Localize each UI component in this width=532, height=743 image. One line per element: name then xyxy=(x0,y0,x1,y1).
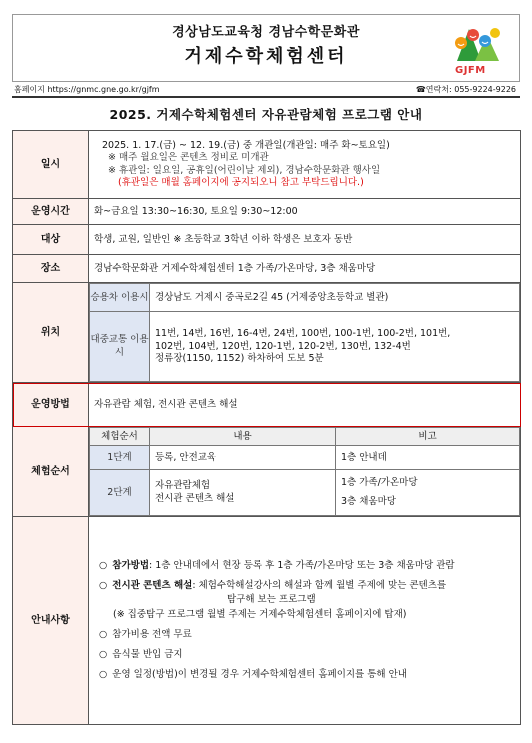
guide-item-1-head: 참가방법 xyxy=(112,559,150,571)
guide-item-1-text: : 1층 안내데에서 현장 등록 후 1층 가족/가온마당 또는 3층 채움마당 관람 xyxy=(149,559,455,571)
label-method: 운영방법 xyxy=(13,383,89,427)
order-head-content: 내용 xyxy=(150,428,336,446)
homepage-link[interactable]: 홈페이지 https://gnmc.gne.go.kr/gjfm xyxy=(14,85,160,94)
order-step-1-note: 1층 안내데 xyxy=(336,446,520,470)
car-label: 승용차 이용시 xyxy=(90,284,150,312)
bullet-icon: ○ xyxy=(99,669,108,681)
program-table xyxy=(12,130,521,725)
order-head-note: 비고 xyxy=(336,428,520,446)
logo-text: GJFM xyxy=(455,65,486,76)
order-step-2-content-2: 전시관 콘텐츠 해설 xyxy=(155,492,235,504)
guide-item-2-note: (※ 집중탐구 프로그램 월별 주제는 거제수학체험센터 홈페이지에 탑재) xyxy=(113,608,407,620)
car-text: 경상남도 거제시 중곡로2길 45 (거제중앙초등학교 별관) xyxy=(150,284,520,312)
bus-cell xyxy=(150,312,520,382)
guide-item-4-text: 음식물 반입 금지 xyxy=(112,649,183,661)
label-location: 위치 xyxy=(13,283,89,383)
row-place xyxy=(13,255,521,283)
guide-item-3-text: 참가비용 전액 무료 xyxy=(112,628,192,640)
bullet-icon: ○ xyxy=(99,628,108,640)
guide-item-2-cont: 탐구해 보는 프로그램 xyxy=(227,594,316,606)
label-guide: 안내사항 xyxy=(13,517,89,725)
order-step-1: 1단계 xyxy=(90,446,150,470)
period-note-1: ※ 매주 월요일은 콘텐츠 정비로 미개관 xyxy=(108,152,269,164)
label-hours: 운영시간 xyxy=(13,199,89,225)
label-target: 대상 xyxy=(13,225,89,255)
order-step-2: 2단계 xyxy=(90,470,150,516)
location-table xyxy=(89,283,520,382)
label-order: 체험순서 xyxy=(13,427,89,517)
bus-line-1: 11번, 14번, 16번, 16-4번, 24번, 100번, 100-1번, 100-2번, 101번, xyxy=(155,328,451,340)
period-cell xyxy=(89,131,521,199)
guide-item-1 xyxy=(99,559,510,573)
guide-item-4 xyxy=(99,648,510,662)
contact-row xyxy=(12,84,520,98)
guide-item-2-head: 전시관 콘텐츠 해설 xyxy=(112,580,193,592)
order-step-2-note-2: 3층 채움마당 xyxy=(341,495,396,507)
order-step-2-note-1: 1층 가족/가온마당 xyxy=(341,477,418,489)
gjfm-logo xyxy=(447,21,505,77)
order-cell xyxy=(89,427,521,517)
bus-label: 대중교통 이용시 xyxy=(90,312,150,382)
logo-mark-icon xyxy=(447,21,505,65)
row-order xyxy=(13,427,521,517)
period-note-2: ※ 휴관일: 일요일, 공휴일(어린이날 제외), 경남수학문화관 행사일 xyxy=(108,164,381,176)
phone-number: ☎연락처: 055-9224-9226 xyxy=(415,85,516,94)
bullet-icon: ○ xyxy=(99,649,108,661)
order-table xyxy=(89,427,520,516)
row-location xyxy=(13,283,521,383)
target-text: 학생, 교원, 일반인 ※ 초등학교 3학년 이하 학생은 보호자 동반 xyxy=(89,225,521,255)
period-note-3: (휴관일은 매월 홈페이지에 공지되오니 참고 부탁드립니다.) xyxy=(118,177,364,189)
guide-item-3 xyxy=(99,628,510,642)
hours-text: 화~금요일 13:30~16:30, 토요일 9:30~12:00 xyxy=(89,199,521,225)
row-method xyxy=(13,383,521,427)
order-head-step: 체험순서 xyxy=(90,428,150,446)
method-text: 자유관람 체험, 전시관 콘텐츠 해설 xyxy=(89,383,521,427)
place-text: 경남수학문화관 거제수학체험센터 1층 가족/가온마당, 3층 채움마당 xyxy=(89,255,521,283)
label-place: 장소 xyxy=(13,255,89,283)
row-guide xyxy=(13,517,521,725)
location-cell xyxy=(89,283,521,383)
guide-item-5-text: 운영 일정(방법)이 변경될 경우 거제수학체험센터 홈페이지를 통해 안내 xyxy=(112,669,407,681)
center-name: 거제수학체험센터 xyxy=(184,46,348,67)
bullet-icon: ○ xyxy=(99,559,108,571)
order-step-2-note xyxy=(336,470,520,516)
guide-cell xyxy=(89,517,521,725)
guide-item-5 xyxy=(99,668,510,682)
document-title: 2025. 거제수학체험센터 자유관람체험 프로그램 안내 xyxy=(109,107,423,122)
order-step-1-content: 등록, 안전교육 xyxy=(150,446,336,470)
guide-item-2 xyxy=(99,579,510,622)
bus-line-3: 정류장(1150, 1152) 하차하여 도보 5분 xyxy=(155,352,324,364)
row-period xyxy=(13,131,521,199)
guide-list xyxy=(93,545,516,697)
label-period: 일시 xyxy=(13,131,89,199)
row-hours xyxy=(13,199,521,225)
order-step-2-content xyxy=(150,470,336,516)
header-box xyxy=(12,14,520,82)
bus-line-2: 102번, 104번, 120번, 120-1번, 120-2번, 130번, 132-4번 xyxy=(155,340,411,352)
guide-item-2-text: : 체험수학해설강사의 해설과 함께 월별 주제에 맞는 콘텐츠를 xyxy=(192,580,447,592)
order-step-2-content-1: 자유관람체험 xyxy=(155,480,211,492)
bullet-icon: ○ xyxy=(99,580,108,592)
period-main: 2025. 1. 17.(금) ~ 12. 19.(금) 중 개관일(개관일: 매주 화~토요일) xyxy=(102,140,390,152)
org-name: 경상남도교육청 경남수학문화관 xyxy=(172,25,360,40)
row-target xyxy=(13,225,521,255)
